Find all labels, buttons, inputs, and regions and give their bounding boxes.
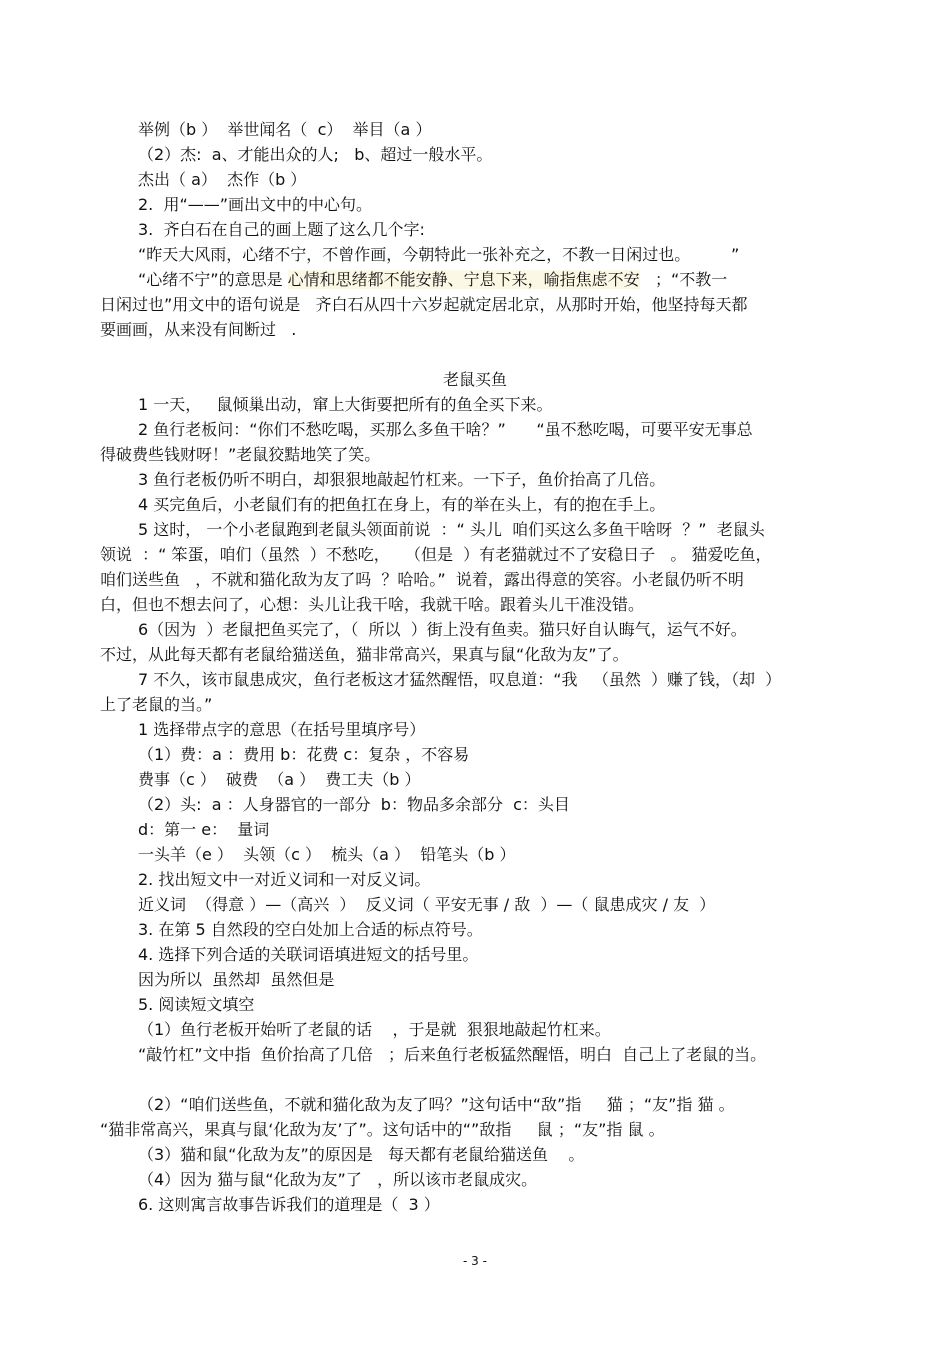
question-line: 5. 阅读短文填空 [138,995,255,1014]
story-line: 不过，从此每天都有老鼠给猫送鱼，猫非常高兴，果真与鼠“化敌为友”了。 [100,645,629,664]
question-line: （1）费：a ：费用 b：花费 c：复杂 ，不容易 [138,745,470,764]
question-line: “敲竹杠”文中指 鱼价抬高了几倍 ；后来鱼行老板猛然醒悟，明白 自己上了老鼠的当。 [138,1045,767,1064]
story-line: 7 不久，该市鼠患成灾，鱼行老板这才猛然醒悟，叹息道：“我 （虽然 ）赚了钱，（却 ） [138,670,782,689]
story-line: 上了老鼠的当。” [100,695,213,714]
story-line: 领说 ：“ 笨蛋，咱们（虽然 ）不愁吃， （但是 ）有老猫就过不了安稳日子 。 猫爱吃鱼， [100,545,772,564]
story-line: 1 一天， 鼠倾巢出动，窜上大街要把所有的鱼全买下来。 [138,395,553,414]
answer-line [138,270,727,290]
question-line: 6. 这则寓言故事告诉我们的道理是（ 3 ） [138,1195,440,1214]
question-line: 一头羊（e ） 头领（c ） 梳头（a ） 铅笔头（b ） [138,845,516,864]
text-line: 日闲过也”用文中的语句说是 齐白石从四十六岁起就定居北京，从那时开始，他坚持每天都 [100,295,748,314]
text-line: 3. 齐白石在自己的画上题了这么几个字: [138,220,425,239]
question-line: 费事（c ） 破费 （a ） 费工夫（b ） [138,770,421,789]
question-line: d：第一 e： 量词 [138,820,270,839]
story-title: 老鼠买鱼 [442,370,507,389]
question-line: （2）头: a ：人身器官的一部分 b：物品多余部分 c：头目 [138,795,570,814]
story-line: 白，但也不想去问了，心想：头儿让我干啥，我就干啥。跟着头儿干准没错。 [100,595,645,614]
story-line: 3 鱼行老板仍听不明白，却狠狠地敲起竹杠来。一下子，鱼价抬高了几倍。 [138,470,666,489]
question-line: 1 选择带点字的意思（在括号里填序号） [138,720,426,739]
question-line: 2. 找出短文中一对近义词和一对反义词。 [138,870,431,889]
question-line: （1）鱼行老板开始听了老鼠的话 ，于是就 狠狠地敲起竹杠来。 [138,1020,611,1039]
answer-suffix: ；“不教一 [639,270,728,289]
answer-prefix: “心绪不宁”的意思是 [138,270,288,289]
page-number: - 3 - [463,1254,487,1268]
question-line: （2）“咱们送些鱼，不就和猫化敌为友了吗？”这句话中“敌”指 猫 ；“友”指 猫 。 [138,1095,735,1114]
question-line: “猫非常高兴，果真与鼠‘化敌为友’了”。这句话中的“”敌指 鼠 ；“友”指 鼠 。 [100,1120,665,1139]
story-line: 4 买完鱼后，小老鼠们有的把鱼扛在身上，有的举在头上，有的抱在手上。 [138,495,666,514]
text-line: “昨天大风雨，心绪不宁，不曾作画，今朝特此一张补充之，不教一日闲过也。 ” [138,245,740,264]
text-line: 2. 用“——”画出文中的中心句。 [138,195,373,214]
question-line: 近义词 （得意 ）—（高兴 ） 反义词（ 平安无事 / 敌 ）—（ 鼠患成灾 / 友 ） [138,895,716,914]
question-line: （3）猫和鼠“化敌为友”的原因是 每天都有老鼠给猫送鱼 。 [138,1145,585,1164]
question-line: （4）因为 猫与鼠“化敌为友”了 ，所以该市老鼠成灾。 [138,1170,538,1189]
story-line: 得破费些钱财呀！”老鼠狡黠地笑了笑。 [100,445,381,464]
text-line: 杰出（ a） 杰作（b ） [138,170,307,189]
story-line: 6（因为 ）老鼠把鱼买完了，（ 所以 ）街上没有鱼卖。猫只好自认晦气，运气不好。 [138,620,747,639]
text-line: （2）杰: a、才能出众的人; b、超过一般水平。 [138,145,493,164]
question-line: 4. 选择下列合适的关联词语填进短文的括号里。 [138,945,479,964]
text-line: 要画画，从来没有间断过 . [100,320,297,339]
question-line: 因为所以 虽然却 虽然但是 [138,970,335,989]
highlighted-answer: 心情和思绪都不能安静、宁息下来，喻指焦虑不安 [287,270,640,289]
story-line: 5 这时， 一个小老鼠跑到老鼠头领面前说 ：“ 头儿 咱们买这么多鱼干啥呀 ？” 老鼠头 [138,520,765,539]
question-line: 3. 在第 5 自然段的空白处加上合适的标点符号。 [138,920,483,939]
story-line: 咱们送些鱼 ，不就和猫化敌为友了吗 ？哈哈。” 说着，露出得意的笑容。小老鼠仍听不明 [100,570,744,589]
story-line: 2 鱼行老板问：“你们不愁吃喝，买那么多鱼干啥？” “虽不愁吃喝，可要平安无事总 [138,420,753,439]
text-line: 举例（b ） 举世闻名（ c） 举目（a ） [138,120,432,139]
